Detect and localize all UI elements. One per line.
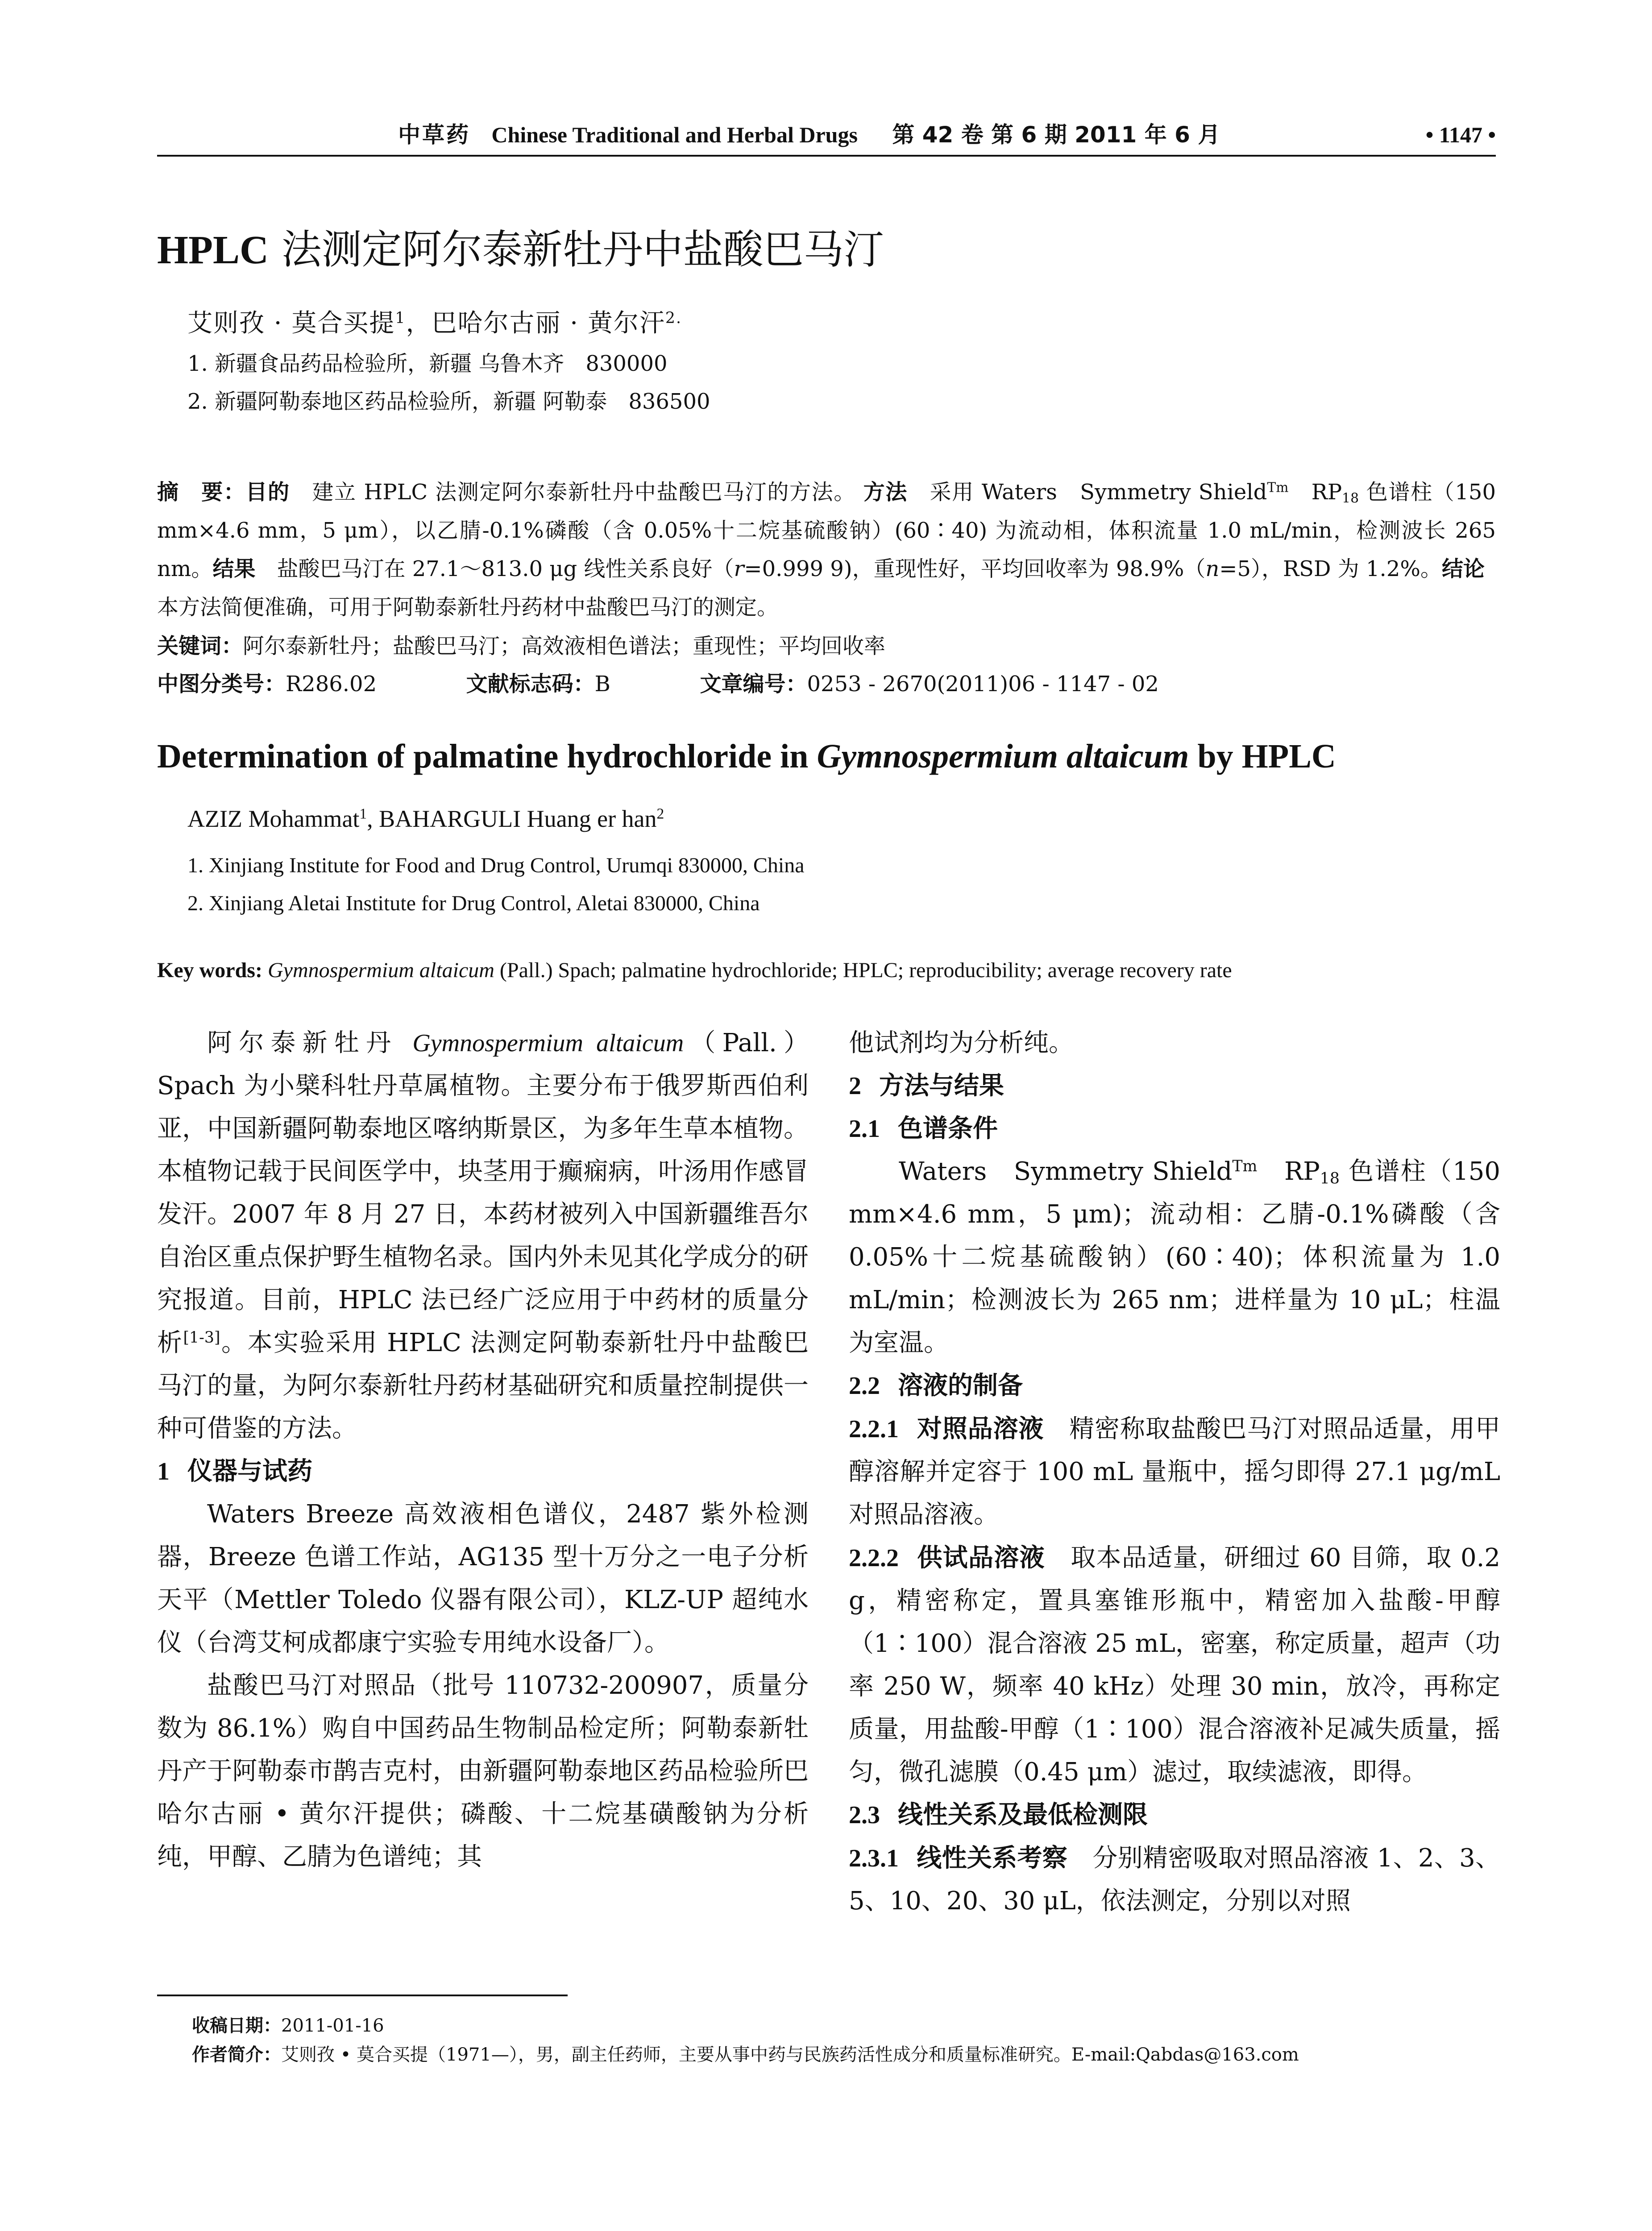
- section-2-2-1-title: 对照品溶液: [917, 1414, 1044, 1443]
- abstract-methods-2: RP: [1288, 480, 1342, 505]
- intro-part-b: （Pall.）Spach 为小檗科牡丹草属植物。主要分布于俄罗斯西伯利亚，中国新疆阿勒泰地区喀纳斯景区，为多年生草本植物。本植物记载于民间医学中，块茎用于癫痫病，叶汤用作感冒发汗。2007 年 8 月 27 日，本药材被列入中国新疆维吾尔自治区重点保护野生植物名录。国内外未见其化学成分的研究报道。目前，HPLC 法已经广泛应用于中药材的质量分析: [157, 1028, 809, 1357]
- header-rule: [157, 155, 1496, 157]
- keywords-cn: [157, 627, 885, 665]
- section-2-1-title: 色谱条件: [898, 1114, 998, 1143]
- s21-part-b: RP: [1257, 1157, 1320, 1186]
- intro-part-a: 阿尔泰新牡丹: [207, 1028, 413, 1057]
- keywords-en: [157, 955, 1232, 986]
- abstract-methods-label: 方法: [863, 480, 908, 505]
- abstract-n: n: [1205, 556, 1220, 581]
- affiliation-en-1: 1. Xinjiang Institute for Food and Drug Control, Urumqi 830000, China: [187, 854, 805, 877]
- section-2-title: 方法与结果: [879, 1071, 1004, 1100]
- journal-name-cn: 中草药: [398, 121, 470, 148]
- keywords-en-label: Key words:: [157, 958, 268, 982]
- title-cn-prefix: HPLC: [157, 228, 269, 272]
- author-1-en-sup: 1: [359, 805, 367, 822]
- section-2-2-2-number: 2.2.2: [849, 1544, 899, 1572]
- author-bio-label: 作者简介：: [192, 2044, 281, 2065]
- section-1-paragraph-1: Waters Breeze 高效液相色谱仪，2487 紫外检测器，Breeze 色谱工作站，AG135 型十万分之一电子分析天平（Mettler Toledo 仪器有限公司），KLZ-UP 超纯水仪（台湾艾柯成都康宁实验专用纯水设备厂）。: [157, 1500, 809, 1657]
- abstract-objective: 建立 HPLC 法测定阿尔泰新牡丹中盐酸巴马汀的方法。: [290, 480, 856, 505]
- author-en-sep: ,: [367, 805, 379, 832]
- keywords-cn-label: 关键词：: [157, 634, 243, 659]
- section-2-2-number: 2.2: [849, 1372, 880, 1400]
- keywords-cn-text: 阿尔泰新牡丹；盐酸巴马汀；高效液相色谱法；重现性；平均回收率: [243, 634, 886, 659]
- section-1-number: 1: [157, 1458, 170, 1485]
- section-2-3-number: 2.3: [849, 1801, 880, 1829]
- author-bio-text: 艾则孜 • 莫合买提（1971—），男，副主任药师，主要从事中药与民族药活性成分和质量标准研究。E-mail:Qabdas@163.com: [281, 2044, 1299, 2065]
- abstract-tm: Tm: [1267, 480, 1289, 496]
- body-left-column: [157, 1022, 809, 1879]
- section-2-3-title: 线性关系及最低检测限: [898, 1800, 1148, 1829]
- section-2-number: 2: [849, 1072, 861, 1100]
- abstract-results-1: 盐酸巴马汀在 27.1～813.0 μg 线性关系良好（: [255, 556, 734, 581]
- intro-part-c: 。本实验采用 HPLC 法测定阿勒泰新牡丹中盐酸巴马汀的量，为阿尔泰新牡丹药材基础研究和质量控制提供一种可借鉴的方法。: [157, 1328, 809, 1443]
- running-header: [157, 117, 1496, 153]
- article-number-label: 文章编号：: [700, 672, 807, 697]
- keywords-en-rest: (Pall.) Spach; palmatine hydrochloride; HPLC; reproducibility; average recovery rate: [494, 958, 1232, 982]
- authors-cn: [187, 306, 682, 341]
- section-2-1-number: 2.1: [849, 1115, 880, 1143]
- section-1-paragraph-2-continued: 他试剂均为分析纯。: [849, 1028, 1074, 1057]
- clc-value: R286.02: [286, 672, 377, 697]
- affiliation-en-2: 2. Xinjiang Aletai Institute for Drug Control, Aletai 830000, China: [187, 892, 760, 915]
- section-2-2-1-text: 精密称取盐酸巴马汀对照品适量，用甲醇溶解并定容于 100 mL 量瓶中，摇匀即得 27.1 μg/mL 对照品溶液。: [849, 1414, 1501, 1529]
- abstract-methods-1: 采用 Waters Symmetry Shield: [908, 480, 1267, 505]
- s21-tm: Tm: [1232, 1157, 1258, 1175]
- author-1-cn: 艾则孜 · 莫合买提: [187, 309, 395, 338]
- section-2-1-paragraph: [849, 1150, 1500, 1364]
- received-label: 收稿日期：: [192, 2015, 281, 2036]
- abstract-label: 摘 要：目的: [157, 480, 290, 505]
- section-2-3-1-number: 2.3.1: [849, 1845, 899, 1872]
- page-number: • 1147 •: [1425, 122, 1496, 147]
- doc-code-label: 文献标志码：: [466, 672, 595, 697]
- section-2-2-2-text: 取本品适量，研细过 60 目筛，取 0.2 g，精密称定，置具塞锥形瓶中，精密加入盐酸-甲醇（1∶100）混合溶液 25 mL，密塞，称定质量，超声（功率 250 W，频率 40 kHz）处理 30 min，放冷，再称定质量，用盐酸-甲醇（1∶100）混合溶液补足减失质量，摇匀，微孔滤膜（0.45 μm）滤过，取续滤液，即得。: [849, 1543, 1501, 1787]
- received-date: 2011-01-16: [281, 2015, 384, 2036]
- s21-sub18: 18: [1320, 1169, 1340, 1188]
- title-en-part-a: Determination of palmatine hydrochloride in: [157, 738, 817, 775]
- classification-line: [157, 665, 1159, 703]
- running-header-journal: [398, 117, 1220, 153]
- author-2-en-sup: 2: [656, 805, 664, 822]
- author-2-cn: 巴哈尔古丽 · 黄尔汗: [432, 309, 665, 338]
- doc-code-value: B: [594, 672, 610, 697]
- issue-info: 第 42 卷 第 6 期 2011 年 6 月: [892, 122, 1220, 148]
- journal-name-en: Chinese Traditional and Herbal Drugs: [491, 122, 858, 147]
- body-right-column: [849, 1022, 1500, 1923]
- section-2-heading: [849, 1065, 1500, 1107]
- section-2-2-2-title: 供试品溶液: [917, 1543, 1045, 1572]
- article-title-cn: [157, 223, 884, 277]
- s21-part-c: 色谱柱（150 mm×4.6 mm，5 μm)；流动相：乙腈-0.1%磷酸（含 0.05%十二烷基硫酸钠）(60∶40)；体积流量为 1.0 mL/min；检测波长为 265 nm；进样量为 10 μL；柱温为室温。: [849, 1157, 1500, 1357]
- footnote-rule: [157, 1995, 568, 1996]
- section-1-paragraph-2: 盐酸巴马汀对照品（批号 110732-200907，质量分数为 86.1%）购自中国药品生物制品检定所；阿勒泰新牡丹产于阿勒泰市鹊吉克村，由新疆阿勒泰地区药品检验所巴哈尔古丽 • 黄尔汗提供；磷酸、十二烷基磺酸钠为分析纯，甲醇、乙腈为色谱纯；其: [157, 1671, 809, 1871]
- footnote-author-bio: [192, 2041, 1299, 2068]
- keywords-en-species: Gymnospermium altaicum: [267, 958, 494, 982]
- section-1-title: 仪器与试药: [187, 1457, 312, 1486]
- abstract-cn: [157, 473, 1506, 626]
- abstract-sub18: 18: [1342, 490, 1359, 506]
- section-2-1-heading: [849, 1107, 1500, 1150]
- abstract-conclusion-label: 结论: [1441, 556, 1485, 581]
- intro-species: Gymnospermium altaicum: [412, 1029, 684, 1057]
- title-cn-rest: 法测定阿尔泰新牡丹中盐酸巴马汀: [269, 226, 884, 273]
- section-2-2-heading: [849, 1364, 1500, 1407]
- author-2-sup: 2.: [665, 309, 682, 327]
- title-en-part-b: by HPLC: [1189, 738, 1336, 775]
- section-1-heading: [157, 1450, 809, 1493]
- section-2-2-1-number: 2.2.1: [849, 1415, 899, 1443]
- authors-en: [187, 801, 664, 837]
- abstract-results-2: =0.999 9)，重现性好，平均回收率为 98.9%（: [744, 556, 1206, 581]
- abstract-results-label: 结果: [212, 556, 256, 581]
- section-2-2-title: 溶液的制备: [898, 1371, 1023, 1400]
- section-2-3-1-text: 分别精密吸取对照品溶液 1、2、3、5、10、20、30 μL，依法测定，分别以对照: [849, 1844, 1501, 1916]
- article-number-value: 0253 - 2670(2011)06 - 1147 - 02: [807, 672, 1159, 697]
- author-1-sup: 1: [395, 309, 406, 327]
- footnote-received: [192, 2012, 384, 2039]
- section-2-3-heading: [849, 1794, 1500, 1837]
- section-2-2-1-paragraph: [849, 1407, 1500, 1536]
- affiliation-cn-1: 1. 新疆食品药品检验所，新疆 乌鲁木齐 830000: [187, 351, 668, 376]
- author-2-en: BAHARGULI Huang er han: [379, 805, 657, 832]
- section-2-3-1-paragraph: [849, 1837, 1500, 1923]
- affiliation-cn-2: 2. 新疆阿勒泰地区药品检验所，新疆 阿勒泰 836500: [187, 389, 710, 414]
- author-1-en: AZIZ Mohammat: [187, 805, 360, 832]
- abstract-conclusion: 本方法简便准确，可用于阿勒泰新牡丹药材中盐酸巴马汀的测定。: [157, 556, 1506, 620]
- title-en-species: Gymnospermium altaicum: [817, 738, 1189, 775]
- s21-part-a: Waters Symmetry Shield: [899, 1157, 1233, 1186]
- abstract-results-3: =5），RSD 为 1.2%。: [1219, 556, 1442, 581]
- intro-paragraph: [157, 1022, 809, 1450]
- abstract-methods-3: 色谱柱（150 mm×4.6 mm，5 μm），以乙腈-0.1%磷酸（含 0.05%十二烷基硫酸钠）(60∶40) 为流动相，体积流量 1.0 mL/min，检测波长 265 nm。: [157, 480, 1496, 581]
- article-title-en: [157, 732, 1336, 781]
- author-sep: ，: [406, 309, 432, 338]
- clc-label: 中图分类号：: [157, 672, 286, 697]
- section-2-3-1-title: 线性关系考察: [917, 1843, 1068, 1873]
- intro-citation: [1-3]: [183, 1328, 220, 1347]
- abstract-r: r: [734, 556, 744, 581]
- section-2-2-2-paragraph: [849, 1536, 1500, 1794]
